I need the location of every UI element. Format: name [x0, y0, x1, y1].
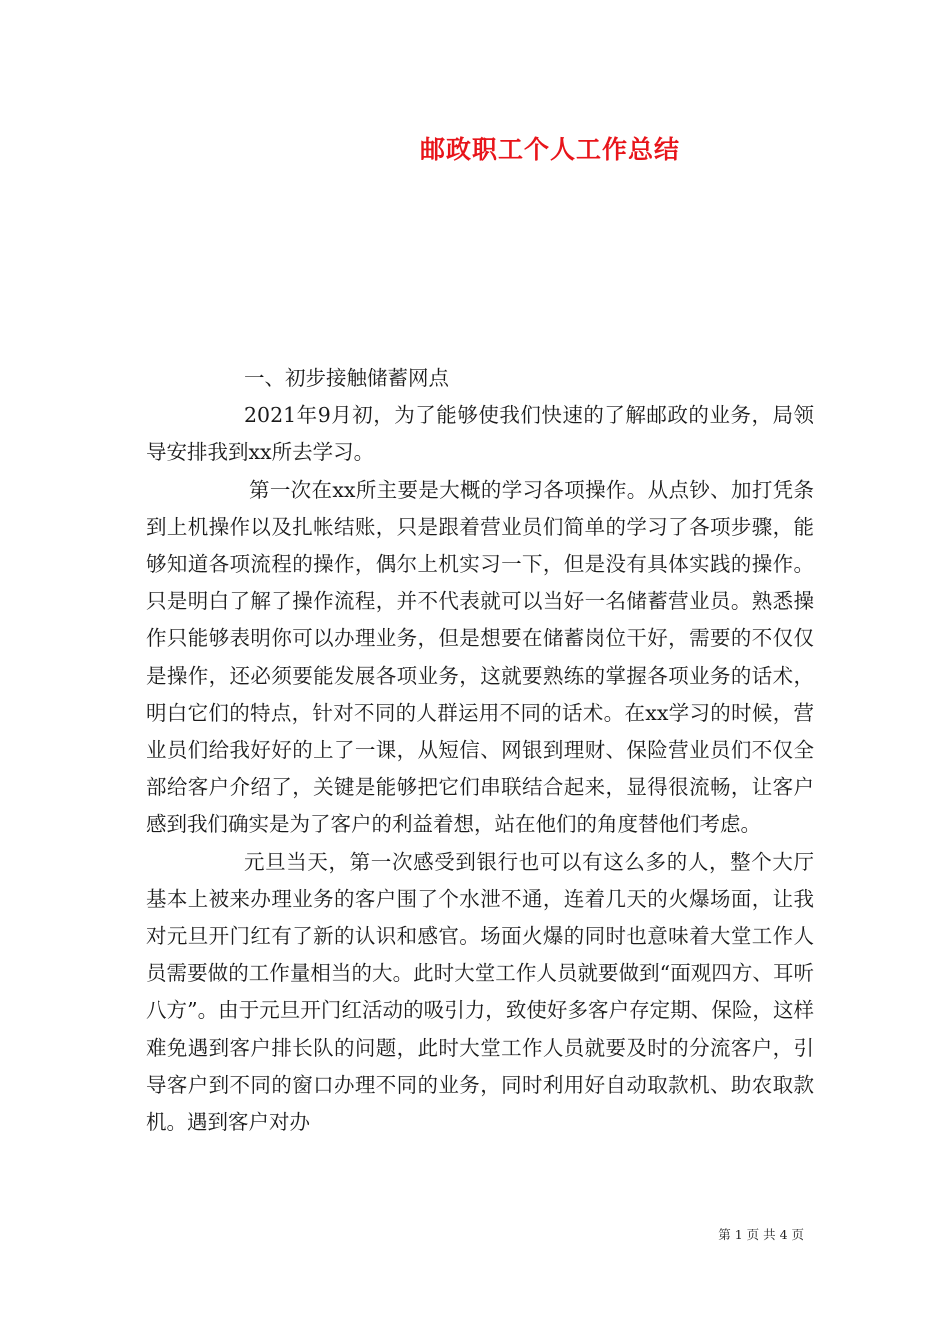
- paragraph-3: 元旦当天，第一次感受到银行也可以有这么多的人，整个大厅基本上被来办理业务的客户围了个水泄不通，连着几天的火爆场面，让我对元旦开门红有了新的认识和感官。场面火爆的同时也意味着大堂工作人员需要做的工作量相当的大。此时大堂工作人员就要做到“面观四方、耳听八方”。由于元旦开门红活动的吸引力，致使好多客户存定期、保险，这样难免遇到客户排长队的问题，此时大堂工作人员就要及时的分流客户，引导客户到不同的窗口办理不同的业务，同时利用好自动取款机、助农取款机。遇到客户对办: [146, 849, 814, 1135]
- page-title: 邮政职工个人工作总结: [419, 135, 680, 164]
- section-heading: 一、初步接触储蓄网点: [244, 366, 449, 390]
- paragraph-2: 第一次在xx所主要是大概的学习各项操作。从点钞、加打凭条到上机操作以及扎帐结账，只是跟着营业员们简单的学习了各项步骤，能够知道各项流程的操作，偶尔上机实习一下，但是没有具体实践的操作。只是明白了解了操作流程，并不代表就可以当好一名储蓄营业员。熟悉操作只能够表明你可以办理业务，但是想要在储蓄岗位干好，需要的不仅仅是操作，还必须要能发展各项业务，这就要熟练的掌握各项业务的话术，明白它们的特点，针对不同的人群运用不同的话术。在xx学习的时候，营业员们给我好好的上了一课，从短信、网银到理财、保险营业员们不仅全部给客户介绍了，关键是能够把它们串联结合起来，显得很流畅，让客户感到我们确实是为了客户的利益着想，站在他们的角度替他们考虑。: [146, 477, 814, 837]
- page-number: 第 1 页 共 4 页: [718, 1227, 804, 1242]
- document-body: [146, 360, 814, 1141]
- paragraph-1: 2021年9月初，为了能够使我们快速的了解邮政的业务，局领导安排我到xx所去学习。: [146, 403, 814, 465]
